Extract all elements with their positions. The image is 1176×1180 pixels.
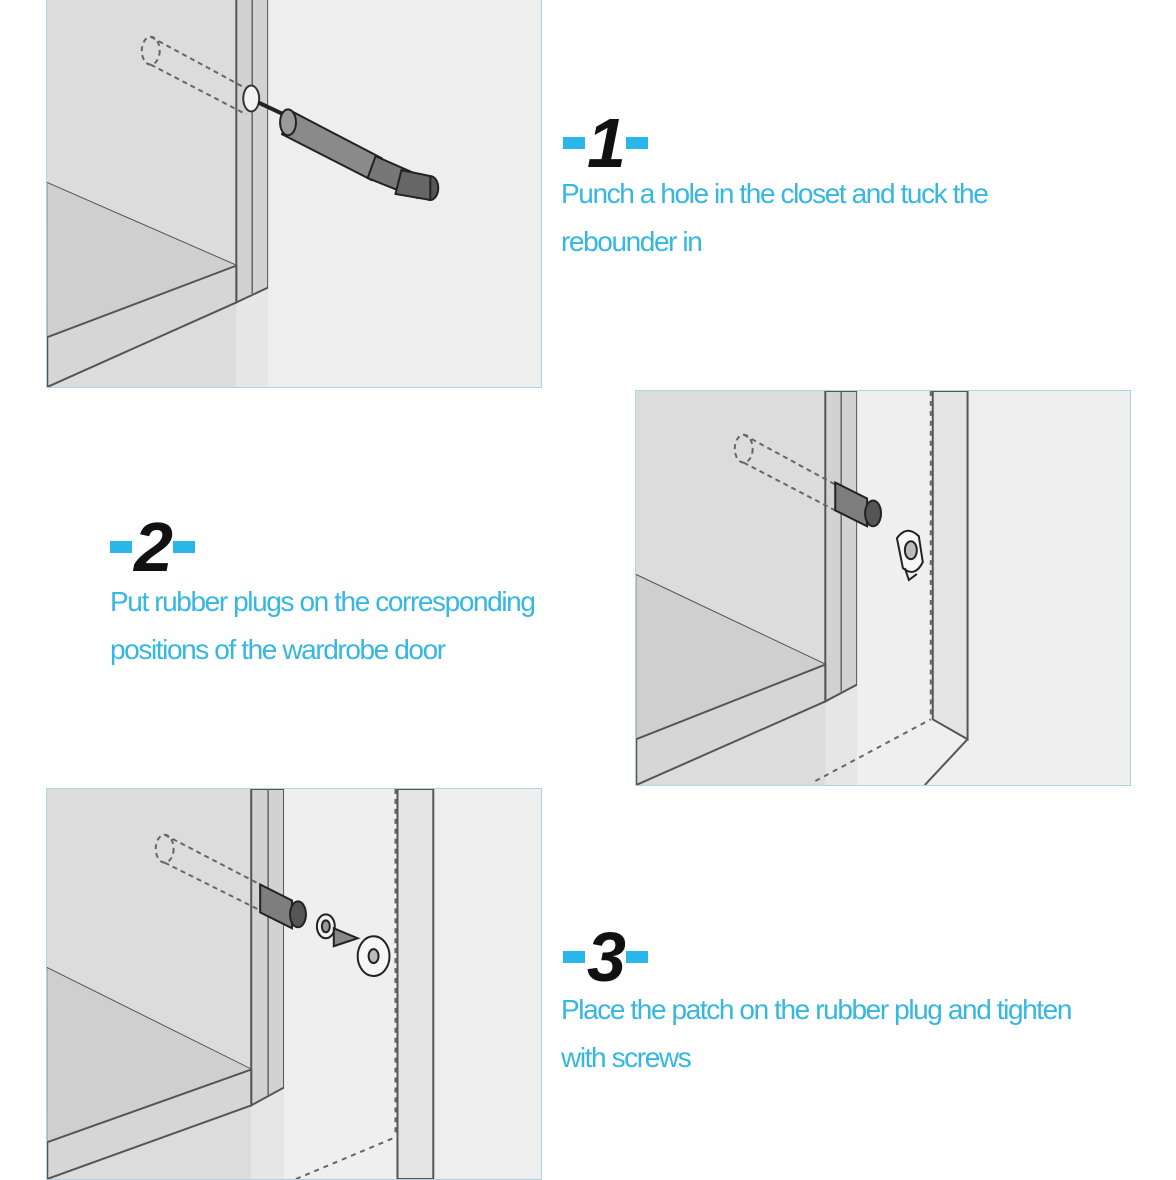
step-3-line-1: Place the patch on the rubber plug and tighten: [561, 994, 1072, 1025]
step-3-right-bar: [626, 951, 648, 963]
step-2-instruction: [110, 578, 610, 674]
step-1-number: [563, 104, 648, 182]
step-2-number: [110, 508, 195, 586]
step-2-line-1: Put rubber plugs on the corresponding: [110, 586, 535, 617]
step-1-instruction: [561, 170, 1161, 266]
step-3-line-2: with screws: [561, 1042, 691, 1073]
step-3-digit: 3: [587, 918, 624, 996]
door-rubber-plug-drawing: [636, 391, 1130, 785]
step-1-right-bar: [626, 137, 648, 149]
step-1-illustration: [46, 0, 542, 388]
closet-rebounder-insert-drawing: [47, 0, 541, 387]
step-3-illustration: [46, 788, 542, 1180]
step-3-left-bar: [563, 951, 585, 963]
step-2-illustration: [635, 390, 1131, 786]
step-2-left-bar: [110, 541, 132, 553]
step-3-instruction: [561, 986, 1161, 1082]
step-1-line-1: Punch a hole in the closet and tuck the: [561, 178, 988, 209]
step-1-left-bar: [563, 137, 585, 149]
step-2-line-2: positions of the wardrobe door: [110, 634, 445, 665]
step-2-right-bar: [173, 541, 195, 553]
step-2-digit: 2: [134, 508, 171, 586]
patch-screw-drawing: [47, 789, 541, 1179]
step-3-number: [563, 918, 648, 996]
step-1-digit: 1: [587, 104, 624, 182]
step-1-line-2: rebounder in: [561, 226, 702, 257]
